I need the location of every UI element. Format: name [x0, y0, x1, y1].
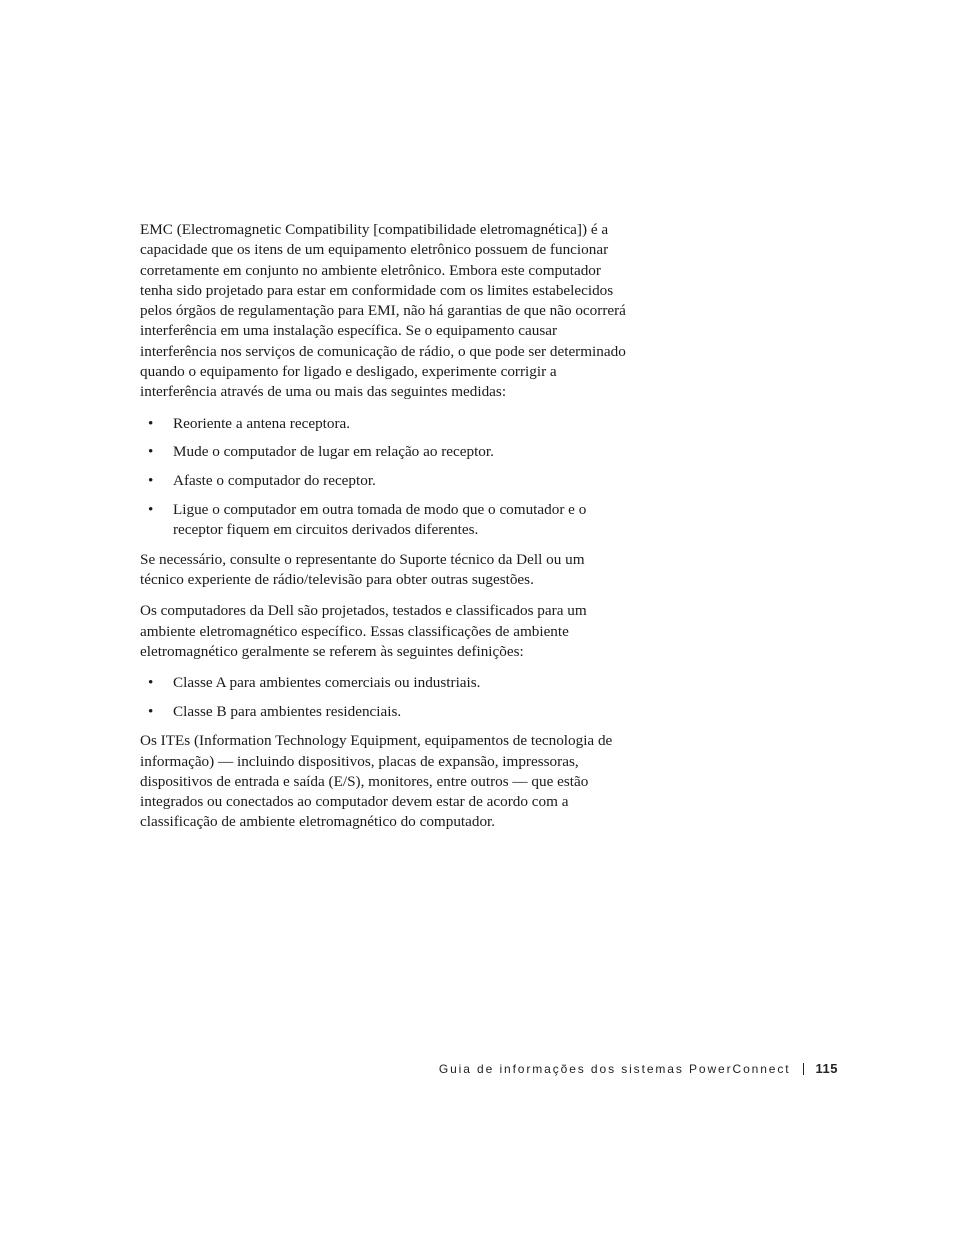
list-item-text: Mude o computador de lugar em relação ao receptor. — [173, 443, 494, 461]
paragraph-ite: Os ITEs (Information Technology Equipment, equipamentos de tecnologia de informação) — incluindo dispositivos, placas de expansão, impressoras, dispositivos de entrada e saída (E/S), monitores, entre outros — que estão integrados ou conectados ao computador devem estar de acordo com a classificação de ambiente eletromagnético do computador. — [140, 732, 613, 831]
paragraph-classifications: Os computadores da Dell são projetados, testados e classificados para um ambiente eletromagnético específico. Essas classificações de ambiente eletromagnético geralmente se referem às seguintes definições: — [140, 602, 587, 660]
list-item-text: Classe B para ambientes residenciais. — [173, 702, 402, 720]
list-item — [140, 702, 630, 722]
bullet-icon: • — [148, 414, 154, 432]
list-item-text: Afaste o computador do receptor. — [173, 472, 376, 490]
footer-divider — [803, 1063, 804, 1075]
list-item — [140, 414, 630, 434]
list-item — [140, 500, 630, 541]
bullet-icon: • — [148, 674, 154, 692]
page-number: 115 — [815, 1061, 838, 1076]
list-item — [140, 442, 630, 462]
paragraph-emc-intro: EMC (Electromagnetic Compatibility [compatibilidade eletromagnética]) é a capacidade que os itens de um equipamento eletrônico possuem de funcionar corretamente em conjunto no ambiente eletrônico. Embora este computador tenha sido projetado para estar em conformidade com os limites estabelecidos pelos órgãos de regulamentação para EMI, não há garantias de que não ocorrerá interferência em uma instalação específica. Se o equipamento causar interferência nos serviços de comunicação de rádio, o que pode ser determinado quando o equipamento for ligado e desligado, experimente corrigir a interferência através de uma ou mais das seguintes medidas: — [140, 221, 626, 401]
list-item — [140, 471, 630, 491]
list-item-text: Ligue o computador em outra tomada de modo que o comutador e o receptor fiquem em circuitos derivados diferentes. — [173, 501, 587, 539]
bullet-icon: • — [148, 472, 154, 490]
classes-list — [140, 673, 630, 722]
bullet-icon: • — [148, 501, 154, 519]
list-item-text: Reoriente a antena receptora. — [173, 414, 351, 432]
body-text — [140, 220, 630, 844]
bullet-icon: • — [148, 702, 154, 720]
bullet-icon: • — [148, 443, 154, 461]
list-item-text: Classe A para ambientes comerciais ou industriais. — [173, 674, 481, 692]
measures-list — [140, 414, 630, 541]
paragraph-support: Se necessário, consulte o representante do Suporte técnico da Dell ou um técnico experiente de rádio/televisão para obter outras sugestões. — [140, 550, 585, 588]
page-footer — [439, 1061, 838, 1076]
list-item — [140, 673, 630, 693]
footer-title: Guia de informações dos sistemas PowerConnect — [438, 1061, 791, 1076]
